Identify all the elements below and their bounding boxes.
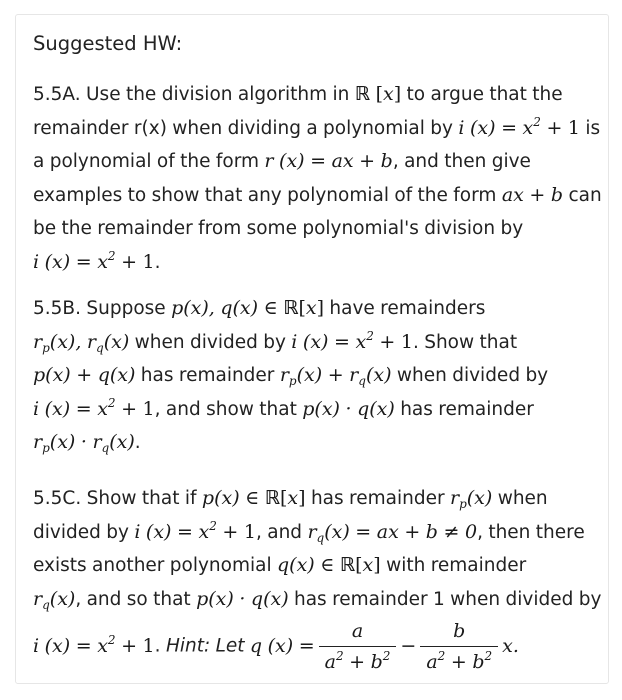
i-def: i $(x) = x^2 + 1$ xyxy=(33,632,155,657)
p2-text-h: has remainder xyxy=(400,398,534,420)
p1-text-a: 5.5A. Use the division algorithm in xyxy=(33,84,350,105)
p3-text-i: . xyxy=(154,635,161,657)
i-def: i $(x) = x^2 + 1$ xyxy=(291,328,413,353)
rq-of-x: $r_q(x)$ xyxy=(33,587,76,612)
p2-text-c: when divided by xyxy=(134,331,286,353)
i-def: i $(x) = x^2 + 1$ xyxy=(134,518,256,543)
i-def: i $(x) = x^2 + 1$ xyxy=(458,114,580,139)
p3-text-a: 5.5C. Show that if xyxy=(33,488,197,509)
i-def: i $(x) = x^2 + 1$ xyxy=(33,248,155,273)
p2-text-f: when divided by xyxy=(396,365,549,386)
p3-text-d: , and xyxy=(255,521,303,543)
p3-text-b: has remainder xyxy=(310,488,445,509)
p2-text-g: , and show that xyxy=(154,398,297,420)
p1-text-c: is a polynomial of the form xyxy=(33,117,601,172)
ax-b: ax + b xyxy=(501,183,564,206)
p-plus-q: p(x) + q(x) xyxy=(33,364,136,386)
p2-text-e: has remainder xyxy=(140,365,275,386)
p2-text-i: . xyxy=(134,432,141,453)
hint-label: Hint: Let xyxy=(165,635,245,657)
p2-text-a: 5.5B. Suppose xyxy=(33,298,166,319)
pq-in-ring: p(x), q(x) ∈ ℝ[x] xyxy=(171,297,324,319)
p3-text-g: , and so that xyxy=(75,588,191,610)
fraction-b: $\frac{b}{a^2 + b^2}$ xyxy=(420,616,498,677)
heading: Suggested HW: xyxy=(33,32,183,55)
problem-5-5b xyxy=(33,292,605,460)
q-in-ring: q(x) ∈ ℝ[x] xyxy=(277,554,381,576)
p-in-ring: p(x) ∈ ℝ[x] xyxy=(201,487,306,509)
p1-text-b: to argue that the remainder r(x) when dividing a polynomial by xyxy=(33,84,563,139)
p2-text-d: . Show that xyxy=(412,331,518,353)
problem-5-5a xyxy=(33,78,605,279)
p3-text-e: , then there exists another polynomial xyxy=(33,521,585,576)
p-dot-q: p(x) · q(x) xyxy=(196,587,289,610)
rp-dot-rq: $r_p(x) \cdot r_q(x)$ xyxy=(33,431,135,455)
p3-text-h: has remainder 1 when divided by xyxy=(294,588,602,610)
p1-text-d: , and then give examples to show that any polynomial of the form xyxy=(33,151,531,206)
rp-plus-rq: $r_p(x) + r_q(x)$ xyxy=(279,364,392,388)
rp-of-x: $r_p(x)$ xyxy=(449,487,493,511)
fraction-a: $\frac{a}{a^2 + b^2}$ xyxy=(319,616,397,677)
p-dot-q: p(x) · q(x) xyxy=(302,397,395,420)
problem-5-5c xyxy=(33,482,605,677)
p3-text-f: with remainder xyxy=(386,555,527,576)
r-form: r (x) = ax + b xyxy=(264,150,393,172)
p1-text-e: can be the remainder from some polynomial's division by xyxy=(33,184,602,239)
rp-rq: $r_p(x)$, $r_q(x)$ xyxy=(33,330,130,355)
ring-r-x: ℝ [x] xyxy=(354,83,402,105)
p3-text-c: when divided by xyxy=(33,488,548,543)
p1-text-f: . xyxy=(154,251,161,273)
rq-def: $r_q(x)$ = ax + b ≠ 0 xyxy=(307,520,478,545)
i-def: i $(x) = x^2 + 1$ xyxy=(33,395,155,420)
hint-formula: q (x) = $\frac{a}{a^2 + b^2}$ − $\frac{b}{a^2 + b^2}$ x. xyxy=(250,635,519,657)
p2-text-b: have remainders xyxy=(329,298,486,319)
